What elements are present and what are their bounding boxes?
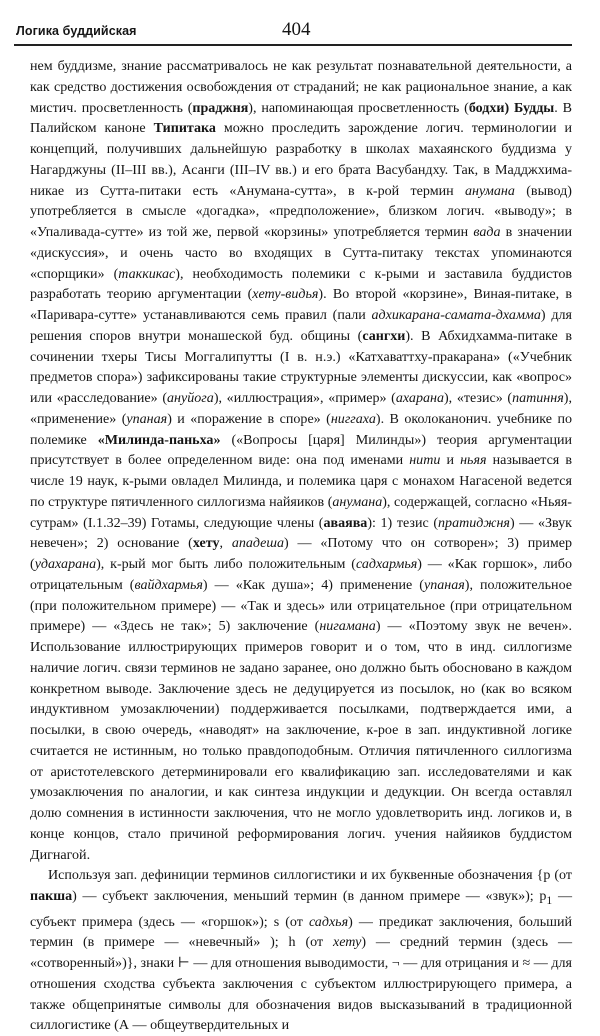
running-header xyxy=(14,20,572,46)
running-title: Логика буддийская xyxy=(16,24,137,38)
paragraph-2: Используя зап. дефиниции терминов силлогистики и их буквенные обозначения {p (от пакша) — субъект заключения, меньший термин (в данном примере — «звук»); $p_1$ — субъект примера (здесь — «горшок»); s (от садхья) — предикат заключения, больший термин (в примере — «невечный» ); h (от хету) — средний термин (здесь — «сотворенный»)}, знаки ⊢ — для отношения выводимости, ¬ — для отрицания и ≈ — для отношения сходства субъекта заключения с субъектом иллюстрирующего примера, а также общепринятые символы для обозначения видов высказываний в традиционной силлогистике (А — общеутвердительных и xyxy=(30,867,572,1034)
body-text xyxy=(30,56,572,1036)
page-number: 404 xyxy=(282,19,311,40)
paragraph-1: нем буддизме, знание рассматривалось не как результат познавательной деятельности, а как средство достижения освобождения от страданий; не как рациональное знание, а как мистич. просветленность (праджня), напоминающая просветленность (бодхи) Будды. В Палийском каноне Типитака можно проследить зарождение логич. терминологии и концепций, получивших дальнейшую разработку в школах махаянского буддизма у Нагарджуны (II–III вв.), Асанги (III–IV вв.) и его брата Васубандху. Так, в Мадджхима-никае из Сутта-питаки есть «Анумана-сутта», в к-рой термин анумана (вывод) употребляется в смысле «догадка», «предположение», близком логич. «выводу»; в «Упаливада-сутте» из той же, первой «корзины» употребляется термин вада в значении «дискуссия», и очень часто во входящих в Сутта-питаку текстах упоминаются «спорщики» (таккикас), необходимость полемики с к-рыми и заставила буддистов разработать теорию аргументации (хету-видья). Во второй «корзине», Виная-питаке, в «Паривара-сутте» устанавливаются семь правил (пали адхикарана-самата-дхамма) для решения споров внутри монашеской буд. общины (сангхи). В Абхидхамма-питаке в сочинении тхеры Тисы Моггалипутты (I в. н.э.) «Катхаваттху-пракарана» («Учебник предметов спора») зафиксированы такие структурные элементы дискуссии, как «вопрос» или «расследование» (ануйога), «иллюстрация», «пример» (ахарана), «тезис» (патиння), «применение» (упаная) и «поражение в споре» (ниггаха). В околоканонич. учебнике по полемике «Милинда-паньха» («Вопросы [царя] Милинды») теория аргументации присутствует в более определенном виде: она под именами нити и ньяя называется в числе 19 наук, к-рыми овладел Милинда, и полемика царя с монахом Нагасеной ведется по структуре пятичленного силлогизма найяиков (анумана), содержащей, согласно «Ньяя-сутрам» (I.1.32–39) Готамы, следующие члены (аваява): 1) тезис (пратиджня) — «Звук невечен»; 2) основание (хету, ападеша) — «Потому что он сотворен»; 3) пример (удахарана), к-рый мог быть либо положительным (садхармья) — «Как горшок», либо отрицательным (вайдхармья) — «Как душа»; 4) применение (упаная), положительное (при положительном примере) — «Так и здесь» или отрицательное (при отрицательном примере) — «Здесь не так»; 5) заключение (нигамана) — «Поэтому звук не вечен». Использование иллюстрирующих примеров говорит и о том, что в инд. силлогизме наличие логич. связи терминов не задано заранее, оно должно быть обосновано в каждом конкретном выводе. Заключение здесь не дедуцируется из посылок, но (как во всяком индуктивном умозаключении) поддерживается посылками, подтверждается ими, а посылки, в свою очередь, «наводят» на заключение, к-рое в зап. индуктивной логике считается не истинным, но только правдоподобным. Отличия пятичленного силлогизма от аристотелевского детерминировали его квалификацию зап. исследователями и как умозаключения по аналогии, и как синтеза индукции и дедукции. Он всегда оставлял долю сомнения в истинности заключения, что не могло удовлетворить инд. логиков и, в конце концов, стало причиной реформирования логич. учения найяиков буддистом Дигнагой. xyxy=(30,58,573,863)
